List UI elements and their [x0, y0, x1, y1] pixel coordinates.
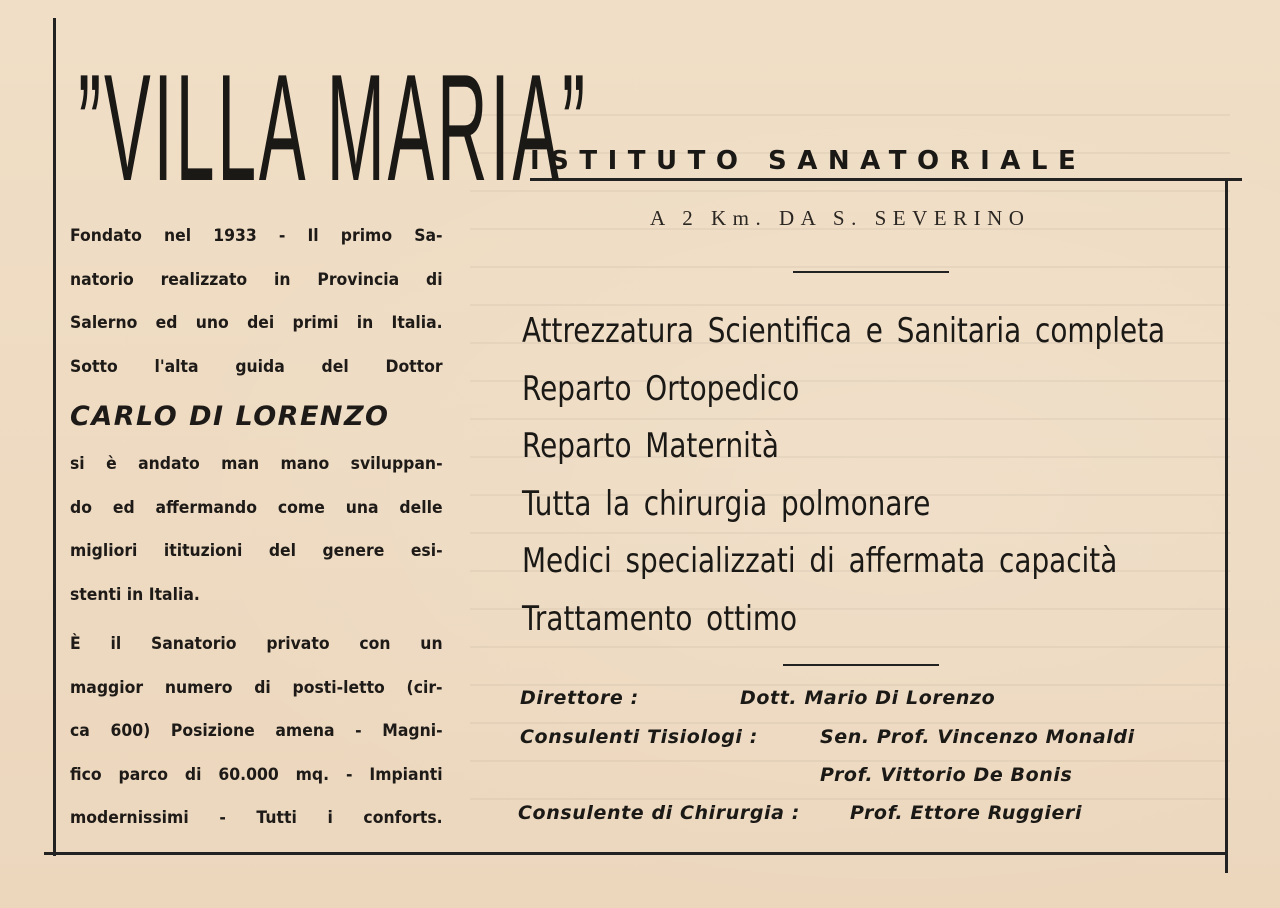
- history-word: Salerno: [70, 313, 138, 333]
- history-word: -: [355, 721, 362, 741]
- history-word: del: [321, 356, 349, 377]
- history-word: realizzato: [160, 269, 248, 290]
- history-word: in: [274, 269, 291, 290]
- history-word: si: [70, 454, 85, 474]
- surgery-consultant: Prof. Ettore Ruggieri: [850, 802, 1083, 824]
- history-line: [70, 218, 443, 262]
- history-line: [70, 446, 443, 490]
- consultant-2: Prof. Vittorio De Bonis: [820, 764, 1073, 786]
- history-word: Sotto: [70, 356, 118, 377]
- history-word: andato: [138, 454, 200, 474]
- history-line: [70, 800, 443, 844]
- history-word: Dottor: [385, 356, 443, 377]
- history-word: Il: [307, 226, 319, 246]
- history-word: ed: [112, 497, 135, 518]
- history-line: [70, 490, 443, 534]
- history-word: conforts.: [363, 808, 443, 828]
- history-word: uno: [195, 313, 229, 333]
- history-word: stenti in Italia.: [70, 584, 200, 605]
- feature-item: Tutta la chirurgia polmonare: [522, 483, 931, 524]
- history-word: parco: [118, 764, 168, 785]
- history-line: [70, 349, 443, 393]
- divider-bottom: [783, 664, 939, 666]
- history-word: esi-: [410, 541, 443, 561]
- history-word: -: [345, 764, 353, 785]
- history-word: Tutti: [256, 808, 297, 828]
- history-word: di: [254, 677, 271, 698]
- history-word: dei: [247, 313, 275, 333]
- surgery-label: Consulente di Chirurgia :: [518, 802, 800, 824]
- bottom-border-rule: [44, 852, 1228, 855]
- history-word: numero: [164, 677, 233, 698]
- director-name: Dott. Mario Di Lorenzo: [740, 687, 996, 709]
- page-title: ”VILLA MARIA”: [78, 43, 588, 213]
- history-word: do: [70, 497, 92, 518]
- history-line: [70, 757, 443, 801]
- history-word: posti-letto: [292, 677, 385, 698]
- history-word: un: [420, 634, 443, 654]
- history-word: una: [345, 497, 379, 518]
- history-word: 60.000: [218, 764, 279, 785]
- history-line: [70, 262, 443, 306]
- history-word: sviluppan-: [350, 454, 443, 474]
- history-word: Fondato: [70, 226, 142, 246]
- history-word: in: [356, 313, 374, 333]
- history-word: itituzioni: [163, 541, 243, 561]
- history-line: [70, 577, 443, 621]
- history-word: Impianti: [369, 764, 443, 785]
- history-word: con: [359, 634, 391, 654]
- director-label: Direttore :: [520, 687, 639, 709]
- history-word: l'alta: [154, 356, 199, 377]
- history-word: amena: [275, 721, 335, 741]
- history-word: delle: [399, 497, 443, 518]
- history-word: guida: [235, 356, 285, 377]
- history-word: maggior: [70, 677, 144, 698]
- history-word: come: [277, 497, 325, 518]
- history-word: è: [106, 454, 117, 474]
- institute-subtitle: ISTITUTO SANATORIALE: [530, 146, 1087, 176]
- history-line: [70, 626, 443, 670]
- history-line: [70, 533, 443, 577]
- features-list: [522, 306, 1222, 651]
- history-word: (cir-: [406, 677, 443, 698]
- history-block-3: [70, 626, 450, 844]
- founder-name: CARLO DI LORENZO: [70, 401, 390, 432]
- location-line: A 2 Km. DA S. SEVERINO: [650, 206, 1031, 230]
- history-word: È: [70, 634, 81, 654]
- history-word: Posizione: [170, 721, 255, 741]
- history-word: Magni-: [382, 721, 443, 741]
- history-word: -: [219, 808, 226, 828]
- history-word: Italia.: [391, 313, 443, 333]
- history-word: man: [221, 454, 260, 474]
- history-word: di: [184, 764, 202, 785]
- history-word: ca: [70, 721, 90, 741]
- history-word: 600): [110, 721, 151, 741]
- history-word: mq.: [295, 764, 330, 785]
- history-word: privato: [266, 634, 330, 654]
- history-line: [70, 670, 443, 714]
- history-word: modernissimi: [70, 808, 189, 828]
- subtitle-underline-rule: [530, 178, 1242, 181]
- history-word: i: [327, 808, 333, 828]
- right-border-rule: [1225, 180, 1228, 873]
- history-word: Provincia: [317, 269, 400, 290]
- history-word: 1933: [213, 226, 257, 246]
- history-line: [70, 305, 443, 349]
- history-word: di: [426, 269, 443, 290]
- history-word: Sanatorio: [150, 634, 237, 654]
- consultant-1: Sen. Prof. Vincenzo Monaldi: [820, 726, 1135, 748]
- history-block-1: [70, 218, 450, 392]
- history-word: mano: [280, 454, 330, 474]
- history-line: [70, 713, 443, 757]
- history-word: affermando: [155, 497, 258, 518]
- feature-item: Trattamento ottimo: [522, 598, 798, 639]
- feature-item: Reparto Ortopedico: [522, 368, 800, 409]
- feature-item: Reparto Maternità: [522, 426, 779, 466]
- history-word: genere: [322, 541, 385, 561]
- history-word: fico: [70, 764, 102, 785]
- consultants-label: Consulenti Tisiologi :: [520, 726, 758, 748]
- history-word: nel: [164, 226, 192, 246]
- history-word: natorio: [70, 269, 134, 290]
- history-word: primi: [292, 313, 339, 333]
- history-column: [70, 218, 450, 844]
- history-block-2: [70, 446, 450, 620]
- feature-item: Attrezzatura Scientifica e Sanitaria completa: [522, 311, 1166, 351]
- history-word: -: [278, 226, 286, 246]
- history-word: migliori: [70, 541, 138, 561]
- feature-item: Medici specializzati di affermata capacità: [522, 541, 1118, 581]
- divider-top: [793, 271, 949, 273]
- history-word: Sa-: [414, 226, 443, 246]
- left-border-rule: [53, 18, 56, 856]
- history-word: ed: [155, 313, 178, 333]
- history-word: primo: [340, 226, 393, 246]
- history-word: del: [268, 541, 297, 561]
- history-word: il: [110, 634, 122, 654]
